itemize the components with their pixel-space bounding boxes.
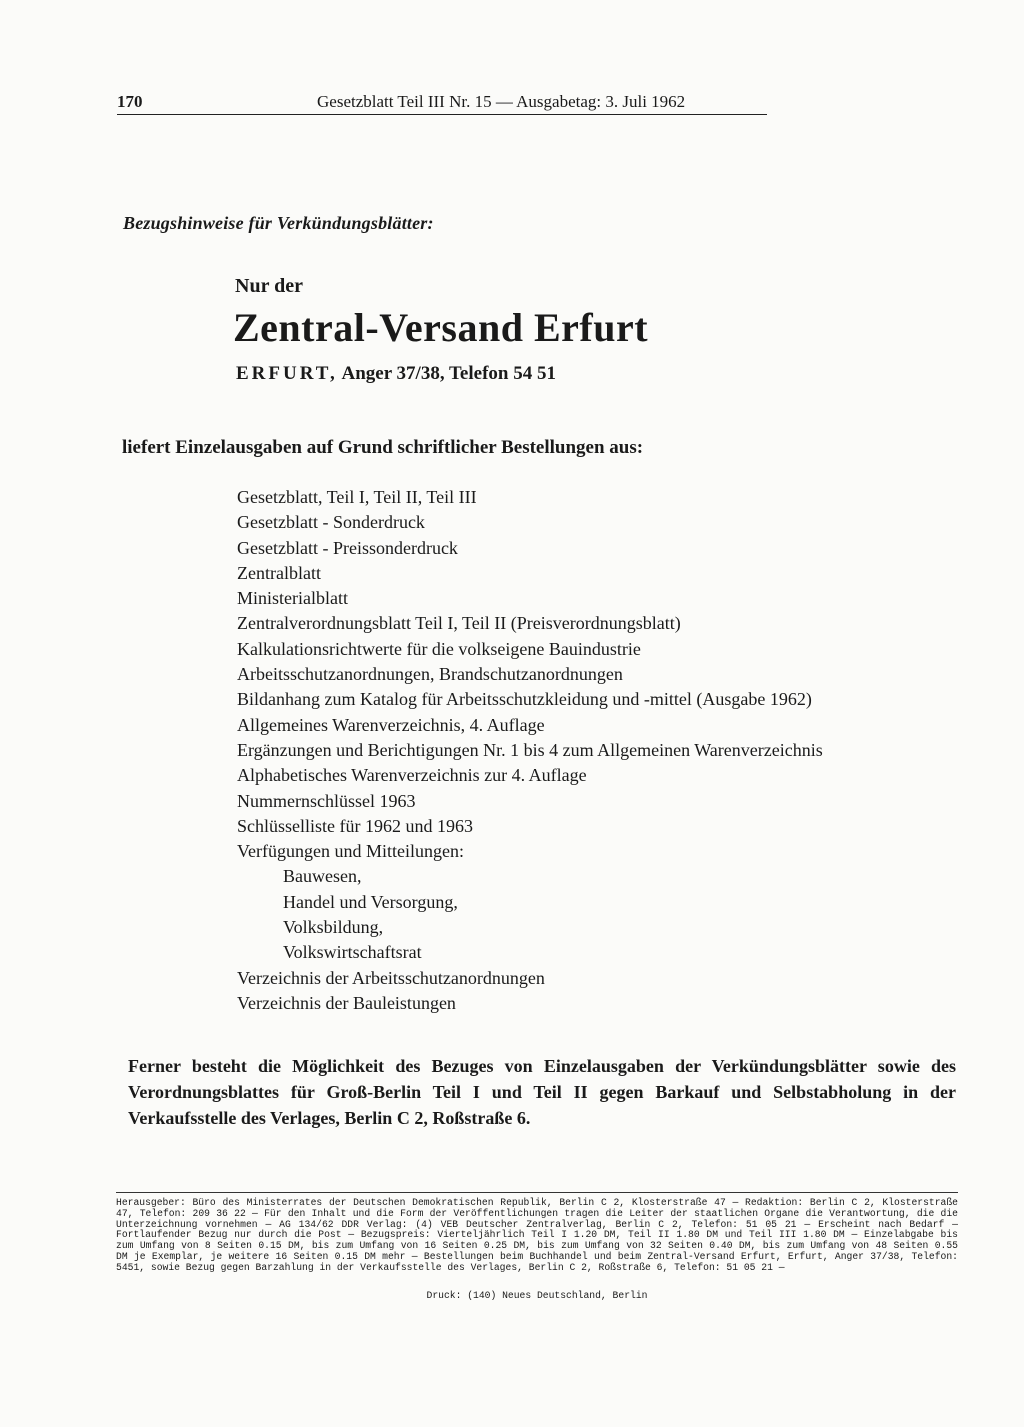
header-rule xyxy=(117,114,767,115)
publication-item: Alphabetisches Warenverzeichnis zur 4. Auflage xyxy=(237,765,587,786)
organization-street-phone: Anger 37/38, Telefon 54 51 xyxy=(341,363,556,384)
publication-item: Gesetzblatt - Sonderdruck xyxy=(237,512,425,533)
footer-rule xyxy=(116,1192,958,1193)
publication-item: Verzeichnis der Arbeitsschutzanordnungen xyxy=(237,967,545,988)
publication-list xyxy=(237,485,823,1016)
imprint-text: Herausgeber: Büro des Ministerrates der Deutschen Demokratischen Republik, Berlin C 2, Klosterstraße 47 — Redaktion: Berlin C 2, Klosterstraße 47, Telefon: 209 36 22 — Für den Inhalt und die Form der Veröffentlichungen tragen die Leiter der staatlichen Organe die Verantwortung, die die Unterzeichnung vornehmen — AG 134/62 DDR Verlag: (4) VEB Deutscher Zentralverlag, Berlin C 2, Telefon: 51 05 21 — Erscheint nach Bedarf — Fortlaufender Bezug nur durch die Post — Bezugspreis: Vierteljährlich Teil I 1.20 DM, Teil II 1.80 DM und Teil III 1.80 DM — Einzelabgabe bis zum Umfang von 8 Seiten 0.15 DM, bis zum Umfang von 16 Seiten 0.25 DM, bis zum Umfang von 32 Seiten 0.40 DM, bis zum Umfang von 48 Seiten 0.55 DM je Exemplar, je weitere 16 Seiten 0.15 DM mehr — Bestellungen beim Buchhandel und beim Zentral-Versand Erfurt, Erfurt, Anger 37/38, Telefon: 5451, sowie Bezug gegen Barzahlung in der Verkaufsstelle des Verlages, Berlin C 2, Roßstraße 6, Telefon: 51 05 21 — xyxy=(116,1197,958,1273)
only-the-label: Nur der xyxy=(235,275,303,297)
publication-item: Arbeitsschutzanordnungen, Brandschutzanordnungen xyxy=(237,664,623,685)
sub-publication-item: Volkswirtschaftsrat xyxy=(283,942,422,963)
publication-item: Gesetzblatt - Preissonderdruck xyxy=(237,537,458,558)
supplies-intro: liefert Einzelausgaben auf Grund schriftlicher Bestellungen aus: xyxy=(122,437,644,458)
publication-item: Kalkulationsrichtwerte für die volkseigene Bauindustrie xyxy=(237,638,641,659)
organization-name: Zentral-Versand Erfurt xyxy=(233,305,649,350)
sub-publication-item: Bauwesen, xyxy=(283,866,362,887)
sub-publication-item: Handel und Versorgung, xyxy=(283,891,458,912)
publication-item: Verzeichnis der Bauleistungen xyxy=(237,992,456,1013)
publication-item: Bildanhang zum Katalog für Arbeitsschutzkleidung und -mittel (Ausgabe 1962) xyxy=(237,689,812,710)
publication-item: Ergänzungen und Berichtigungen Nr. 1 bis 4 zum Allgemeinen Warenverzeichnis xyxy=(237,739,823,760)
page-number: 170 xyxy=(117,92,143,111)
publication-sublist xyxy=(237,864,823,965)
sub-publication-item: Volksbildung, xyxy=(283,917,384,938)
publication-sublist-wrapper xyxy=(237,864,823,965)
subscription-hint-heading: Bezugshinweise für Verkündungsblätter: xyxy=(123,213,434,233)
publication-item: Allgemeines Warenverzeichnis, 4. Auflage xyxy=(237,714,545,735)
organization-city: ERFURT, xyxy=(236,363,338,384)
publication-item: Nummernschlüssel 1963 xyxy=(237,790,416,811)
publication-item: Zentralblatt xyxy=(237,562,321,583)
publication-item: Zentralverordnungsblatt Teil I, Teil II (Preisverordnungsblatt) xyxy=(237,613,681,634)
publication-item: Ministerialblatt xyxy=(237,588,348,609)
publication-item: Gesetzblatt, Teil I, Teil II, Teil III xyxy=(237,487,477,507)
organization-address xyxy=(236,363,556,385)
further-note-paragraph: Ferner besteht die Möglichkeit des Bezuges von Einzelausgaben der Verkündungsblätter sowie des Verordnungsblattes für Groß-Berlin Teil I und Teil II gegen Barkauf und Selbstabholung in der Verkaufsstelle des Verlages, Berlin C 2, Roßstraße 6. xyxy=(128,1056,956,1128)
header-title: Gesetzblatt Teil III Nr. 15 — Ausgabetag: 3. Juli 1962 xyxy=(317,92,686,111)
print-line: Druck: (140) Neues Deutschland, Berlin xyxy=(426,1290,648,1301)
publication-item: Verfügungen und Mitteilungen: xyxy=(237,841,464,862)
publication-item: Schlüsselliste für 1962 und 1963 xyxy=(237,815,473,836)
